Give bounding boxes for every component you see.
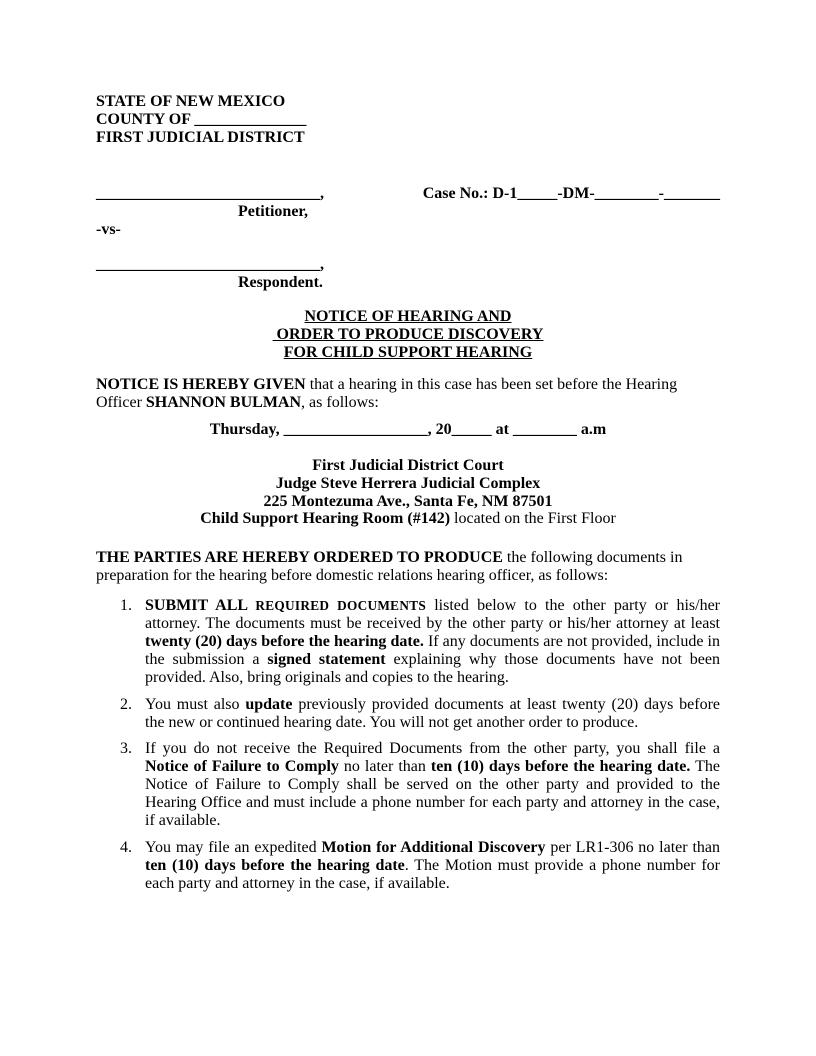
text-segment: If you do not receive the Required Documents from the other party, you shall file a [145, 740, 720, 758]
text-segment: signed statement [267, 650, 386, 668]
text-segment: the following documents in preparation for the hearing before domestic relations hearing officer, as follows: [96, 549, 683, 585]
location-room-line [96, 510, 720, 528]
list-item-number: 2. [120, 695, 132, 713]
text-segment: per LR1-306 no later than [545, 839, 721, 856]
list-item-text [145, 839, 720, 892]
petitioner-name-blank: ____________________________, [96, 184, 324, 202]
case-number: Case No.: D-1_____-DM-________-_______ [422, 184, 720, 202]
text-segment: If any documents are not provided, include in the submission a [145, 632, 721, 668]
court-header [96, 93, 720, 147]
title-line-3: FOR CHILD SUPPORT HEARING [283, 344, 533, 362]
caption-row [96, 185, 720, 203]
text-segment: Notice of Failure to Comply [145, 758, 339, 776]
title-line-1: NOTICE OF HEARING AND [304, 308, 512, 326]
respondent-name-blank: ____________________________, [96, 256, 324, 274]
list-item-text [145, 696, 720, 731]
document-title [96, 308, 720, 362]
list-item-text [145, 597, 720, 686]
text-segment: listed below to the other party or his/her attorney. The documents must be received by the other party or his/her attorney at least [145, 597, 721, 633]
hearing-datetime: Thursday, __________________, 20_____ at ________ a.m [209, 420, 607, 438]
text-segment: located on the First Floor [450, 510, 616, 528]
notice-paragraph [96, 376, 720, 412]
ordered-items-list [96, 597, 720, 893]
hearing-location [96, 457, 720, 529]
case-caption [96, 185, 720, 293]
text-segment: explaining why those documents have not been provided. Also, bring originals and copies to the hearing. [145, 650, 721, 686]
list-item-number: 1. [120, 597, 132, 615]
text-segment: . The Motion must provide a phone number for each party and attorney in the case, if available. [145, 856, 721, 892]
location-court-name: First Judicial District Court [312, 456, 504, 474]
location-building: Judge Steve Herrera Judicial Complex [275, 474, 541, 492]
location-address: 225 Montezuma Ave., Santa Fe, NM 87501 [263, 492, 553, 510]
order-paragraph [96, 549, 720, 585]
respondent-label: Respondent. [238, 274, 323, 292]
text-segment: NOTICE IS HEREBY GIVEN [96, 375, 306, 393]
list-item-3 [96, 740, 720, 830]
text-segment: The Notice of Failure to Comply shall be served on the other party and provided to the Hearing Office and must include a phone number for each party and attorney in the case, if available. [145, 758, 721, 830]
text-segment: previously provided documents at least twenty (20) days before the new or continued hearing date. You will not get another order to produce. [145, 695, 721, 731]
list-item-number: 3. [120, 740, 132, 758]
petitioner-label: Petitioner, [238, 202, 309, 220]
text-segment: Child Support Hearing Room (#142) [200, 510, 451, 528]
list-item-4 [96, 839, 720, 893]
list-item-number: 4. [120, 839, 132, 856]
text-segment: ten (10) days before the hearing date [145, 856, 405, 874]
text-segment: ten (10) days before the hearing date. [430, 758, 691, 776]
header-county: COUNTY OF ______________ [96, 110, 307, 128]
list-item-2 [96, 696, 720, 732]
text-segment: You must also [145, 695, 246, 713]
text-segment: THE PARTIES ARE HEREBY ORDERED TO PRODUCE [96, 549, 503, 567]
text-segment: Motion for Additional Discovery [321, 839, 546, 856]
list-item-1 [96, 597, 720, 687]
title-line-2: ORDER TO PRODUCE DISCOVERY [272, 326, 544, 344]
versus-label: -vs- [96, 220, 121, 238]
header-state: STATE OF NEW MEXICO [96, 93, 286, 110]
text-segment: update [245, 695, 293, 713]
text-segment: You may file an expedited [145, 839, 322, 856]
text-segment: SUBMIT ALL [145, 597, 256, 615]
text-segment: twenty (20) days before the hearing date. [145, 632, 424, 650]
text-segment: , as follows: [301, 393, 379, 411]
text-segment: that a hearing in this case has been set before the Hearing Officer [96, 375, 678, 411]
text-segment: REQUIRED DOCUMENTS [255, 598, 427, 614]
list-item-text [145, 740, 720, 829]
text-segment: SHANNON BULMAN [145, 393, 302, 411]
text-segment: no later than [338, 758, 431, 776]
header-district: FIRST JUDICIAL DISTRICT [96, 128, 305, 146]
